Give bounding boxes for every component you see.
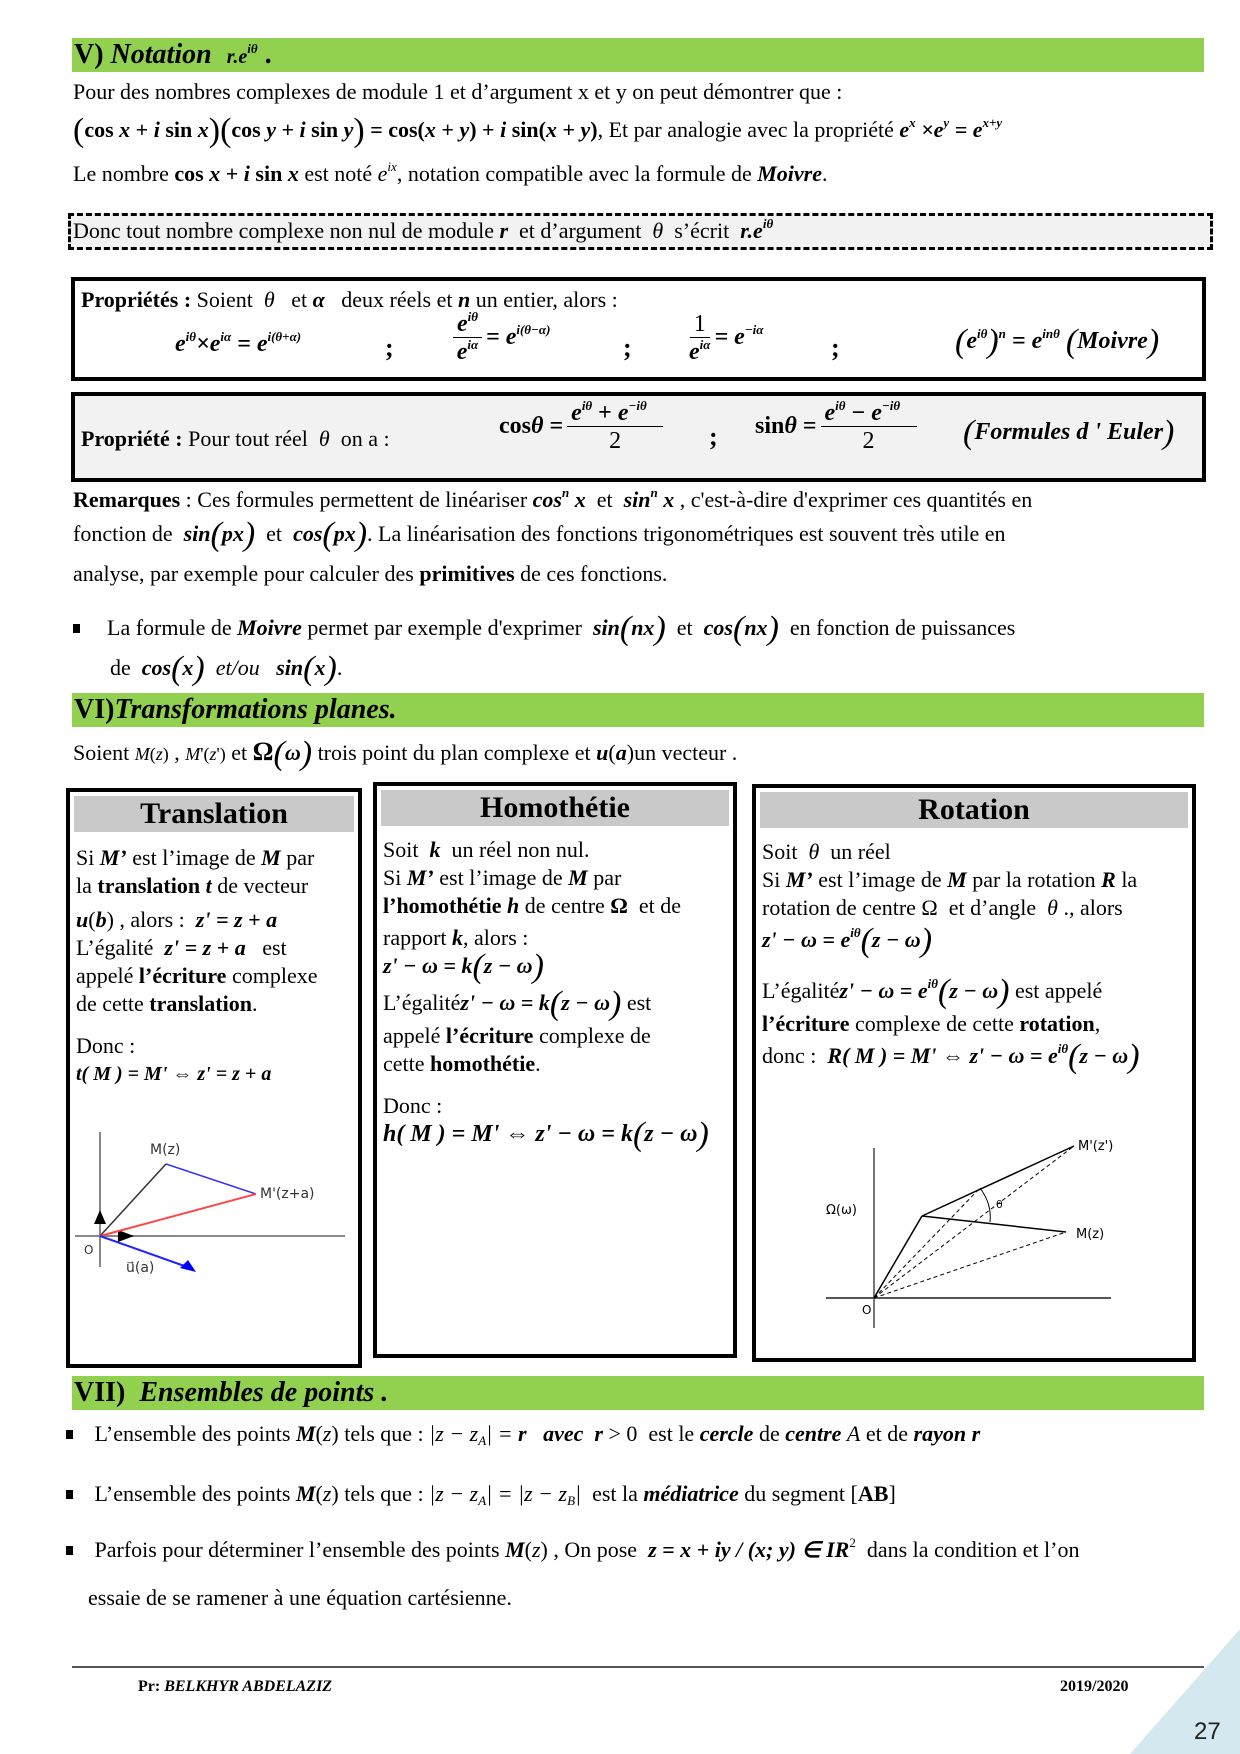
section-vii-heading bbox=[72, 1376, 1204, 1410]
svg-text:M(z): M(z) bbox=[1076, 1227, 1105, 1242]
formula-separator: ; bbox=[385, 333, 394, 362]
remarks-line-2: fonction de sin(px) et cos(px). La linéarisation des fonctions trigonométriques est souvent très utile en bbox=[73, 516, 1006, 553]
footer-year: 2019/2020 bbox=[1060, 1678, 1129, 1695]
product-formula: (cos x + i sin x)(cos y + i sin y) = cos(x + y) + i sin(x + y) bbox=[73, 112, 598, 149]
svg-text:M'(z'): M'(z') bbox=[1078, 1139, 1114, 1154]
moivre-label: Moivre bbox=[757, 161, 822, 186]
euler-sin-formula: sinθ = $\frac{e^{i\theta} - e^{-i\theta}}{2}$ bbox=[755, 400, 921, 455]
intro-text: Pour des nombres complexes de module 1 et d’argument x et y on peut démontrer que : bbox=[73, 79, 843, 104]
page-corner-decoration bbox=[1130, 1629, 1240, 1754]
notation-text: , notation compatible avec la formule de bbox=[396, 161, 752, 186]
euler-cos-formula: cosθ = $\frac{e^{i\theta} + e^{-i\theta}}{2}$ bbox=[499, 400, 667, 455]
section-title-math: $r.e^{i\theta}$ bbox=[226, 41, 258, 68]
property-formula-inverse: $\frac{1}{e^{i\alpha}}$ = $e^{-i\alpha}$ bbox=[689, 311, 764, 365]
rotation-figure bbox=[826, 1138, 1126, 1338]
rotation-conclusion: donc : R( M ) = M' ⇔ $z' - \omega = e^{i\theta}(z - \omega)$ bbox=[762, 1038, 1140, 1075]
set-item-bisector: L’ensemble des points M(z) tels que : $|z - z_A| = |z - z_B|$ est la médiatrice du segment [AB] bbox=[66, 1480, 896, 1508]
translation-body: Si M’ est l’image de M par la translation t de vecteur u(b) , alors : z' = z + a L’égalité z' = z + a est appelé l’écriture complexe de cette translation. Donc : t( M ) = M' ⇔ z' = z + a bbox=[70, 832, 358, 1088]
notation-text: Le nombre bbox=[73, 161, 169, 186]
section-number: VI) bbox=[74, 694, 115, 725]
section-title: Ensembles de points . bbox=[139, 1377, 389, 1408]
analogy-text: , Et par analogie avec la propriété bbox=[597, 117, 894, 142]
homothety-body: Soit k un réel non nul. Si M’ est l’image de M par l’homothétie h de centre Ω et de rapport k, alors : z' − ω = k(z − ω) L’égalitéz' − ω = k(z − ω) est appelé l’écriture complexe de cette homothétie. Donc : h( M ) = M' ⇔ z' − ω = k(z − ω) bbox=[377, 826, 733, 1149]
rotation-title: Rotation bbox=[760, 792, 1188, 828]
product-formula-line bbox=[73, 112, 1003, 149]
homothety-card bbox=[373, 782, 737, 1358]
section-vi-intro: Soient M(z) , M'(z') et Ω(ω) trois point du plan complexe et u(a)un vecteur . bbox=[73, 735, 738, 772]
rotation-body: Soit θ un réel Si M’ est l’image de M par la rotation R la rotation de centre Ω et d’angle θ ., alors $z' - \omega = e^{i\theta}(z - \omega)$ L’égalitéz' − $\omega = e^{i\theta}(z - \omega)$ est appelé l’écriture complexe de cette rotation, donc : R( M ) = M' ⇔ $z' - \omega = e^{i\theta}(z - \omega)$ bbox=[756, 828, 1192, 1071]
property-formula-quotient: $\frac{e^{i\theta}}{e^{i\alpha}}$ = $e^{i(\theta-\alpha)}$ bbox=[449, 311, 550, 366]
translation-card bbox=[66, 788, 362, 1368]
notation-symbol: $e^{ix}$ bbox=[377, 159, 397, 186]
homothety-conclusion: h( M ) = M' ⇔ z' − ω = k(z − ω) bbox=[383, 1116, 709, 1153]
notation-text: est noté bbox=[304, 161, 373, 186]
svg-text:θ: θ bbox=[996, 1198, 1003, 1211]
set-item-cartesian-continued: essaie de se ramener à une équation cartésienne. bbox=[88, 1585, 512, 1610]
section-number: V) bbox=[74, 39, 104, 70]
definition-text: Donc tout nombre complexe non nul de module r et d’argument θ s’écrit $r.e^{i\theta}$ bbox=[73, 216, 774, 243]
primitives-term: primitives bbox=[419, 561, 515, 586]
svg-text:u⃗(a): u⃗(a) bbox=[126, 1260, 155, 1276]
svg-text:O: O bbox=[862, 1303, 872, 1317]
property-formula-moivre: $(e^{i\theta})^n = e^{in\theta}$ (Moivre) bbox=[955, 323, 1160, 360]
homothety-title: Homothétie bbox=[381, 790, 729, 826]
footer-rule bbox=[72, 1666, 1204, 1668]
euler-intro: Propriété : Pour tout réel θ on a : bbox=[81, 426, 390, 451]
formula-separator: ; bbox=[831, 333, 840, 362]
translation-figure bbox=[70, 1122, 360, 1302]
formula-separator: ; bbox=[623, 333, 632, 362]
property-formula-product: $e^{i\theta}\times e^{i\alpha} = e^{i(\theta+\alpha)}$ bbox=[175, 329, 302, 357]
translation-title: Translation bbox=[74, 796, 354, 832]
section-number: VII) bbox=[74, 1377, 126, 1408]
moivre-bullet: La formule de Moivre permet par exemple d'exprimer sin(nx) et cos(nx) en fonction de puissances bbox=[73, 614, 1015, 643]
euler-name: (Formules d ' Euler) bbox=[963, 414, 1175, 451]
properties-box bbox=[71, 277, 1206, 381]
analogy-formula: $e^x \times e^y = e^{x+y}$ bbox=[899, 115, 1003, 142]
label-m: M(z) bbox=[150, 1142, 181, 1158]
remarks-label: Remarques bbox=[73, 487, 181, 512]
set-item-cartesian: Parfois pour déterminer l’ensemble des points M(z) , On pose z = x + iy / (x; y) ∈ $IR^2$ dans la condition et l’on bbox=[66, 1536, 1079, 1564]
translation-conclusion: t( M ) = M' ⇔ z' = z + a bbox=[76, 1063, 272, 1085]
remarks-line-3: analyse, par exemple pour calculer des primitives de ces fonctions. bbox=[73, 561, 668, 586]
euler-box bbox=[71, 392, 1206, 482]
section-v-heading: V) Notation $r.e^{i\theta}$ . bbox=[72, 38, 1204, 72]
svg-text:Ω(ω): Ω(ω) bbox=[826, 1203, 857, 1218]
remarks-line-1: Remarques : Ces formules permettent de linéariser $\cos^n x$ et $\sin^n x$ , c'est-à-dire d'exprimer ces quantités en bbox=[73, 485, 1033, 512]
euler-label: Propriété : bbox=[81, 426, 183, 451]
section-title: Transformations planes. bbox=[114, 694, 397, 725]
properties-label: Propriétés : bbox=[81, 287, 192, 312]
notation-line: Le nombre cos x + i sin x est noté $e^{ix}$, notation compatible avec la formule de Moivre. bbox=[73, 159, 828, 186]
svg-text:O: O bbox=[84, 1243, 94, 1257]
label-mp: M'(z+a) bbox=[260, 1186, 315, 1202]
definition-dashed-box bbox=[68, 213, 1213, 250]
notation-math: cos x + i sin x bbox=[174, 161, 299, 186]
moivre-bullet-continued: de cos(x) et/ou sin(x). bbox=[110, 650, 343, 687]
formula-separator: ; bbox=[709, 422, 718, 451]
properties-intro: Propriétés : Soient θ et α deux réels et n un entier, alors : bbox=[81, 287, 618, 312]
page-number: 27 bbox=[1194, 1718, 1221, 1745]
footer-author: Pr: BELKHYR ABDELAZIZ bbox=[138, 1678, 333, 1695]
rotation-card bbox=[752, 784, 1196, 1362]
set-item-circle: L’ensemble des points M(z) tels que : $|z - z_A| = r$ avec r > 0 est le cercle de centre A et de rayon r bbox=[66, 1420, 980, 1448]
section-vi-heading bbox=[72, 693, 1204, 727]
section-title: Notation bbox=[110, 39, 212, 70]
